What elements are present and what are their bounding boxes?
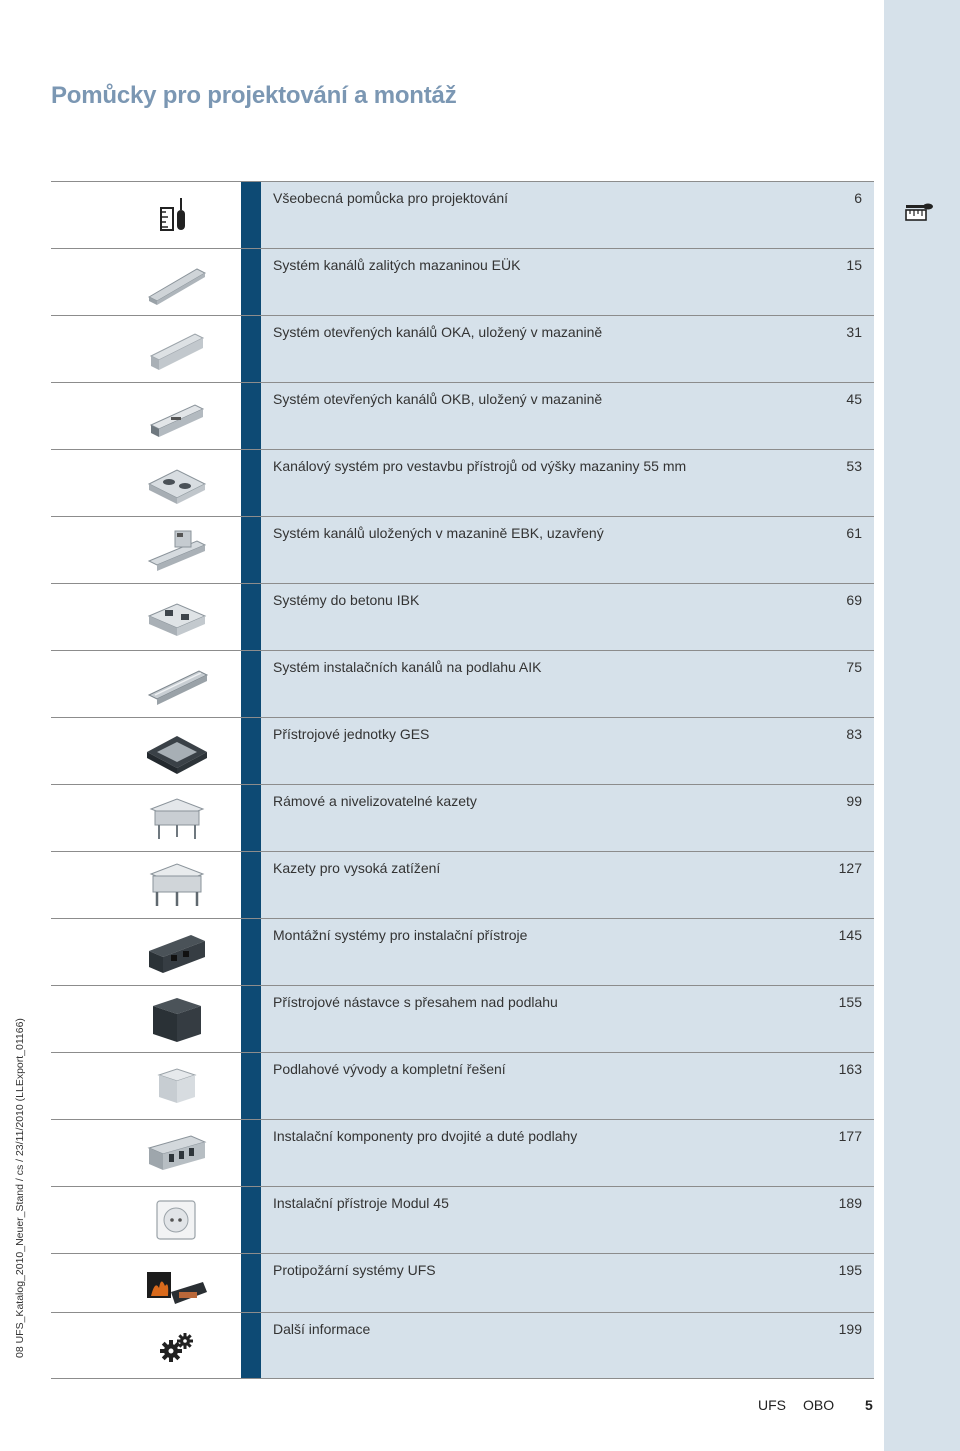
table-of-contents (51, 181, 874, 1379)
toc-entry-label: Instalační komponenty pro dvojité a duté podlahy (273, 1128, 578, 1144)
toc-entry-page: 177 (838, 1128, 862, 1144)
toc-entry-page: 199 (838, 1321, 862, 1337)
toc-entry-label: Systémy do betonu IBK (273, 592, 420, 608)
toc-entry-label: Podlahové vývody a kompletní řešení (273, 1061, 506, 1077)
toc-entry-page: 189 (838, 1195, 862, 1211)
toc-row[interactable] (51, 784, 874, 851)
toc-entry-label: Kanálový systém pro vestavbu přístrojů od výšky mazaniny 55 mm (273, 458, 687, 474)
toc-entry (261, 651, 874, 717)
toc-row[interactable] (51, 851, 874, 918)
toc-row[interactable] (51, 918, 874, 985)
toc-entry (261, 718, 874, 784)
toc-entry-page: 75 (846, 659, 862, 675)
toc-entry-label: Systém otevřených kanálů OKB, uložený v mazanině (273, 391, 603, 407)
toc-entry (261, 1254, 874, 1320)
toc-row[interactable] (51, 1186, 874, 1253)
toc-entry-page: 195 (838, 1262, 862, 1278)
toc-entry-label: Systém otevřených kanálů OKA, uložený v mazanině (273, 324, 603, 340)
toc-entry-page: 69 (846, 592, 862, 608)
toc-row[interactable] (51, 1052, 874, 1119)
toc-entry-page: 61 (846, 525, 862, 541)
fire-protection-icon (141, 1262, 211, 1312)
toc-entry (261, 1053, 874, 1119)
toc-row[interactable] (51, 583, 874, 650)
toc-entry-page: 45 (846, 391, 862, 407)
toc-entry-label: Systém kanálů uložených v mazanině EBK, uzavřený (273, 525, 604, 541)
screed-duct-icon (141, 257, 211, 307)
ruler-screwdriver-icon (141, 190, 211, 240)
concrete-duct-ibk-icon (141, 592, 211, 642)
toc-row[interactable] (51, 382, 874, 449)
floor-trunking-aik-icon (141, 659, 211, 709)
footer-brand-ufs: UFS (758, 1397, 786, 1413)
toc-entry (261, 785, 874, 851)
toc-entry-page: 83 (846, 726, 862, 742)
toc-row[interactable] (51, 1253, 874, 1320)
toc-entry-page: 163 (838, 1061, 862, 1077)
toc-entry-label: Přístrojové nástavce s přesahem nad podlahu (273, 994, 558, 1010)
toc-entry-page: 31 (846, 324, 862, 340)
footer-brand-obo: OBO (803, 1397, 835, 1413)
toc-entry (261, 383, 874, 449)
toc-entry-page: 6 (854, 190, 862, 206)
toc-entry (261, 986, 874, 1052)
gears-icon (141, 1321, 211, 1371)
toc-entry (261, 249, 874, 315)
toc-entry-page: 53 (846, 458, 862, 474)
toc-row[interactable] (51, 516, 874, 583)
open-duct-okb-icon (141, 391, 211, 441)
toc-entry (261, 1313, 874, 1378)
toc-row[interactable] (51, 717, 874, 784)
toc-entry-label: Další informace (273, 1321, 371, 1337)
toc-entry-page: 127 (838, 860, 862, 876)
page-number: 5 (865, 1397, 873, 1413)
toc-entry (261, 1120, 874, 1186)
toc-entry-label: Přístrojové jednotky GES (273, 726, 430, 742)
closed-duct-ebk-icon (141, 525, 211, 575)
toc-entry (261, 316, 874, 382)
ruler-screwdriver-icon (904, 200, 934, 224)
frame-cassette-icon (141, 793, 211, 843)
toc-entry-label: Montážní systémy pro instalační přístroje (273, 927, 528, 943)
toc-entry-page: 155 (838, 994, 862, 1010)
toc-row[interactable] (51, 181, 874, 248)
toc-row[interactable] (51, 315, 874, 382)
toc-entry-label: Kazety pro vysoká zatížení (273, 860, 441, 876)
toc-entry (261, 919, 874, 985)
toc-row[interactable] (51, 985, 874, 1052)
toc-row[interactable] (51, 449, 874, 516)
modul45-socket-icon (141, 1195, 211, 1245)
toc-entry-page: 99 (846, 793, 862, 809)
toc-entry (261, 182, 874, 248)
toc-entry-label: Protipožární systémy UFS (273, 1262, 436, 1278)
side-job-label: 08 UFS_Katalog_2010_Neuer_Stand / cs / 23/11/2010 (LLExport_01166) (14, 1018, 26, 1358)
toc-entry (261, 450, 874, 516)
toc-entry (261, 1187, 874, 1253)
toc-entry-label: Instalační přístroje Modul 45 (273, 1195, 449, 1211)
raised-floor-component-icon (141, 1128, 211, 1178)
raised-device-box-icon (141, 994, 211, 1044)
toc-row[interactable] (51, 248, 874, 315)
toc-row[interactable] (51, 650, 874, 717)
toc-entry-label: Systém kanálů zalitých mazaninou EÜK (273, 257, 521, 273)
heavy-duty-cassette-icon (141, 860, 211, 910)
toc-entry (261, 517, 874, 583)
toc-entry-page: 145 (838, 927, 862, 943)
open-duct-oka-icon (141, 324, 211, 374)
toc-entry-label: Všeobecná pomůcka pro projektování (273, 190, 509, 206)
toc-entry-label: Rámové a nivelizovatelné kazety (273, 793, 477, 809)
toc-entry-page: 15 (846, 257, 862, 273)
page-title: Pomůcky pro projektování a montáž (51, 82, 457, 109)
floor-outlet-icon (141, 1061, 211, 1111)
device-duct-box-icon (141, 458, 211, 508)
toc-entry (261, 584, 874, 650)
toc-entry-label: Systém instalačních kanálů na podlahu AIK (273, 659, 542, 675)
toc-row[interactable] (51, 1119, 874, 1186)
toc-entry (261, 852, 874, 918)
toc-row[interactable] (51, 1312, 874, 1379)
device-unit-ges-icon (141, 726, 211, 776)
mounting-system-icon (141, 927, 211, 977)
